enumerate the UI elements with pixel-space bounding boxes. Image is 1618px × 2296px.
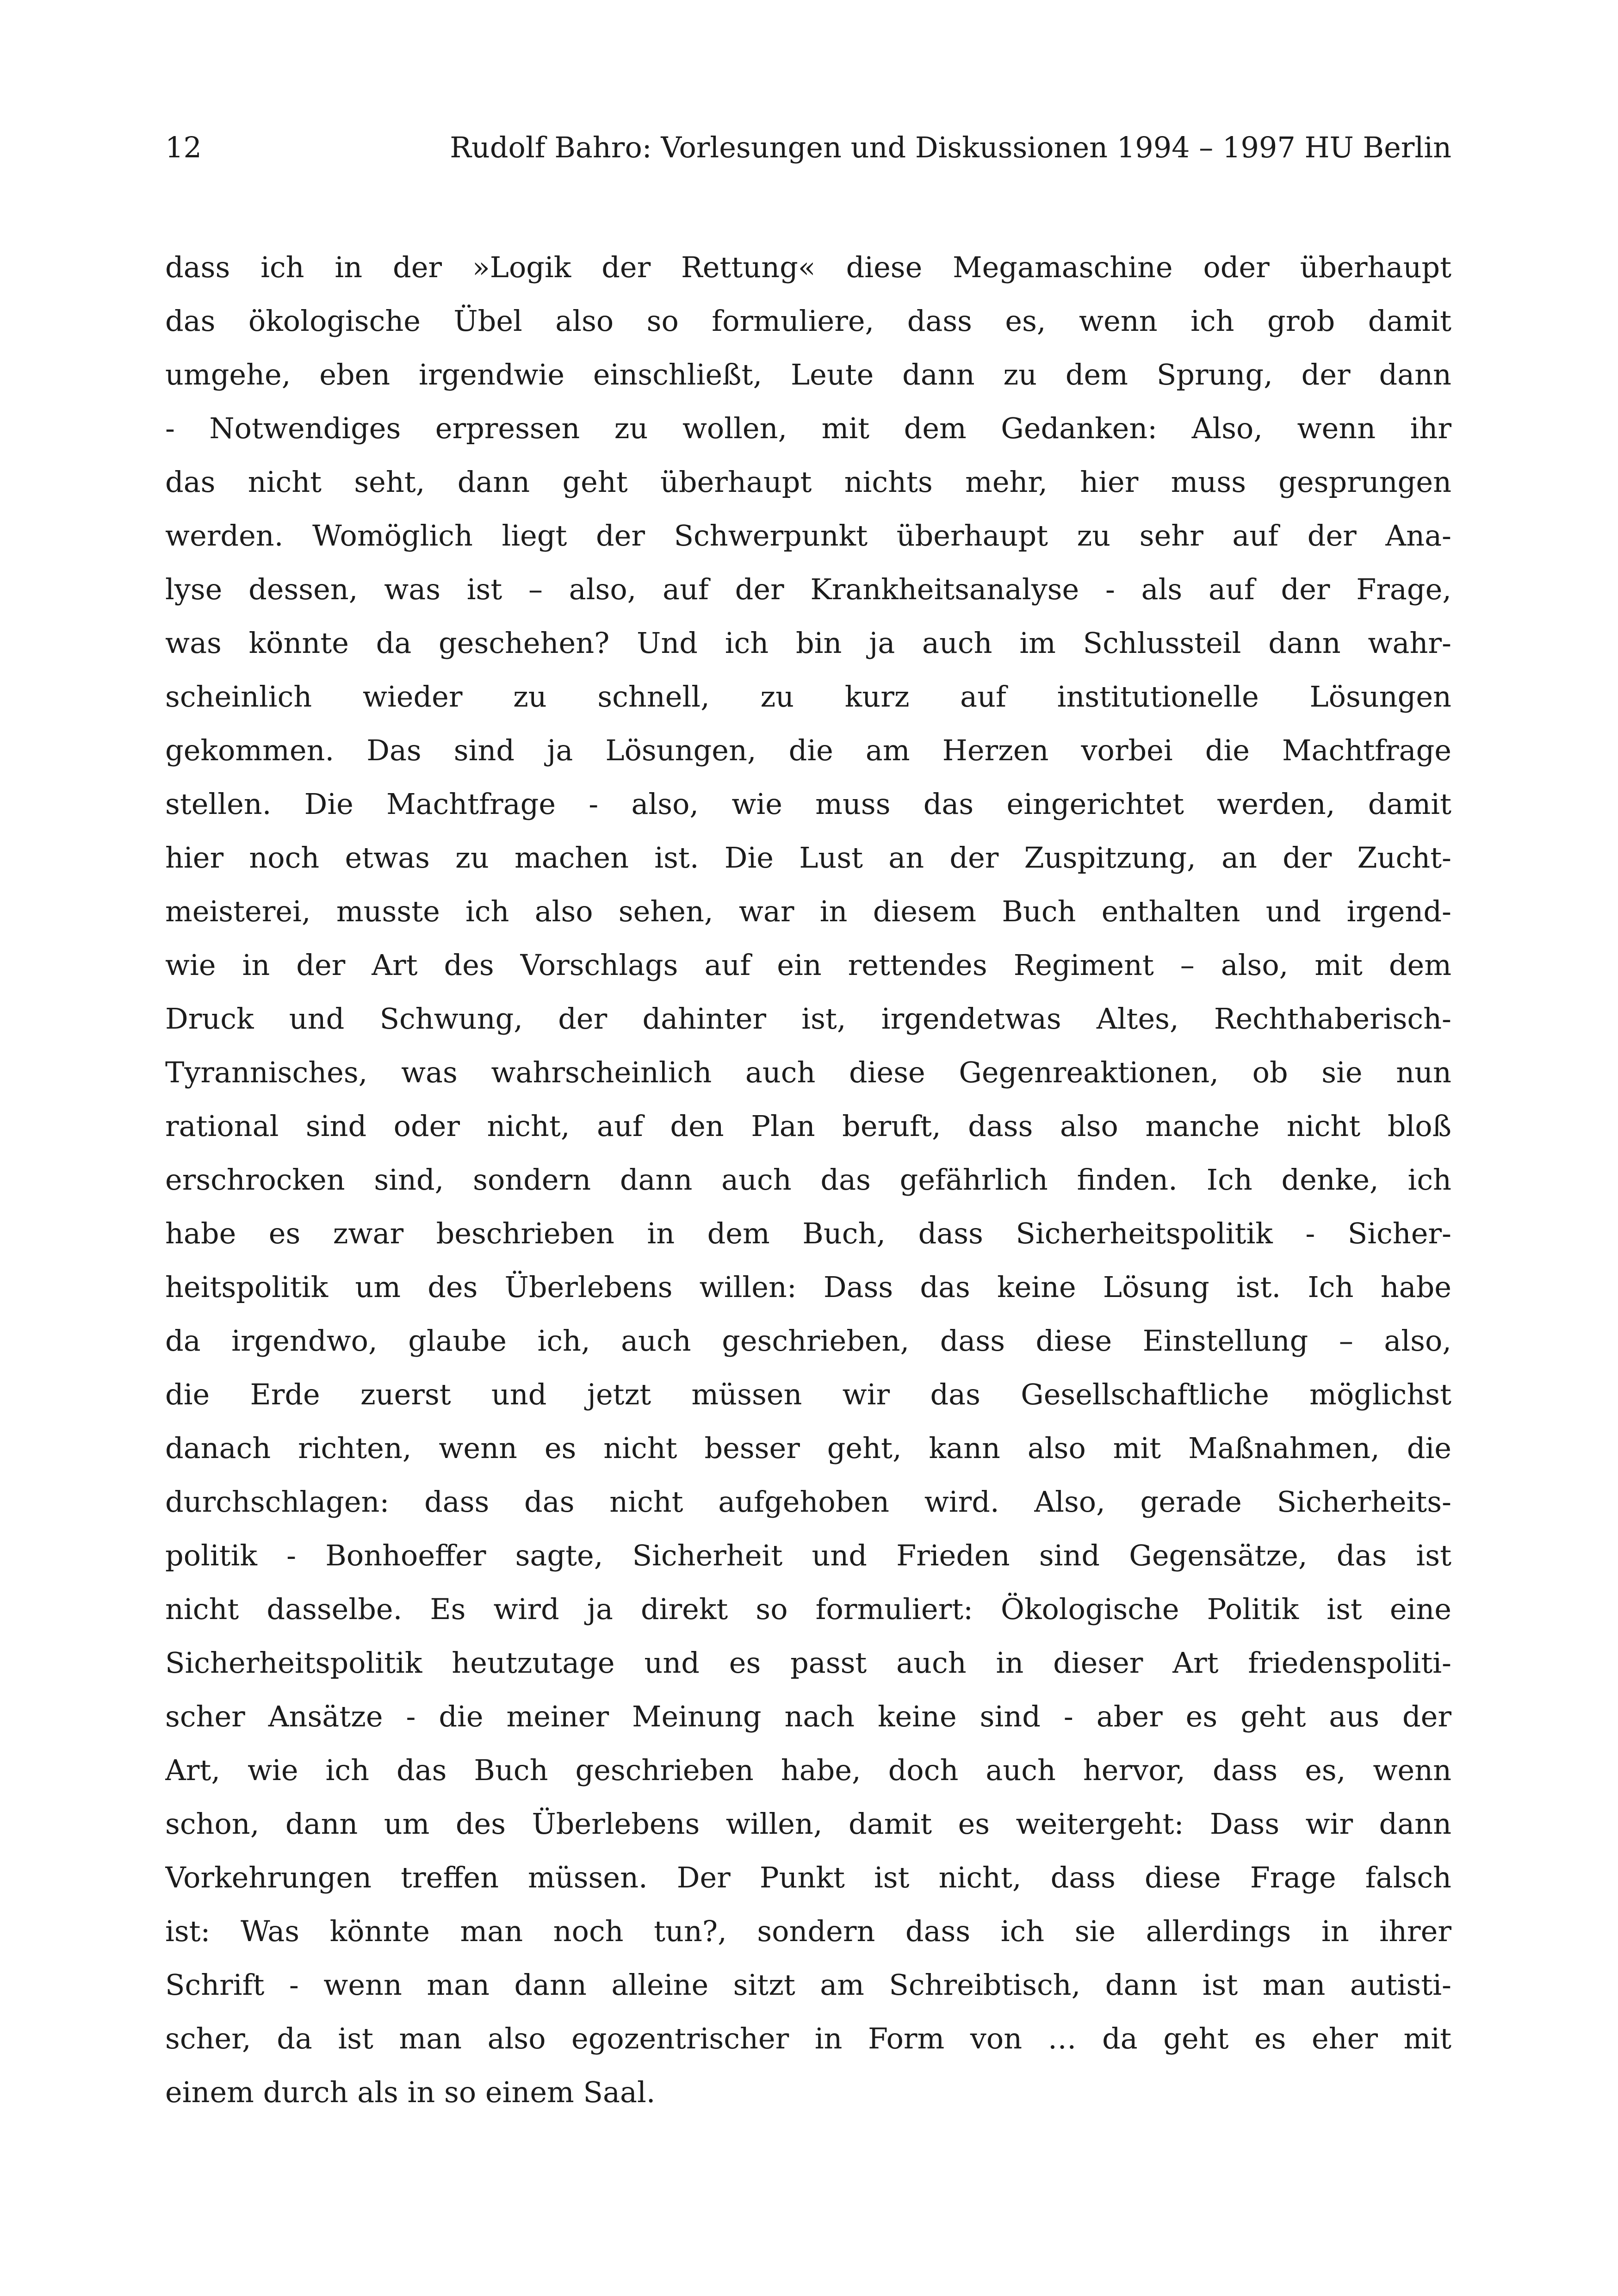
text-line: da irgendwo, glaube ich, auch geschrieben, dass diese Einstellung – also, bbox=[165, 1324, 1451, 1358]
text-line: das ökologische Übel also so formuliere, dass es, wenn ich grob damit bbox=[165, 304, 1451, 338]
text-line: was könnte da geschehen? Und ich bin ja auch im Schlussteil dann wahr- bbox=[165, 626, 1451, 660]
text-line: das nicht seht, dann geht überhaupt nichts mehr, hier muss gesprungen bbox=[165, 465, 1451, 499]
text-line: ist: Was könnte man noch tun?, sondern dass ich sie allerdings in ihrer bbox=[165, 1914, 1451, 1948]
text-line: Art, wie ich das Buch geschrieben habe, doch auch hervor, dass es, wenn bbox=[165, 1753, 1451, 1787]
running-header bbox=[165, 130, 1451, 165]
text-line: Vorkehrungen treffen müssen. Der Punkt ist nicht, dass diese Frage falsch bbox=[165, 1861, 1451, 1894]
text-line: schon, dann um des Überlebens willen, damit es weitergeht: Dass wir dann bbox=[165, 1807, 1451, 1841]
text-line: durchschlagen: dass das nicht aufgehoben wird. Also, gerade Sicherheits- bbox=[165, 1485, 1451, 1519]
text-line: stellen. Die Machtfrage - also, wie muss das eingerichtet werden, damit bbox=[165, 787, 1451, 821]
text-line: die Erde zuerst und jetzt müssen wir das Gesellschaftliche möglichst bbox=[165, 1378, 1451, 1411]
text-line: danach richten, wenn es nicht besser geht, kann also mit Maßnahmen, die bbox=[165, 1431, 1451, 1465]
running-title: Rudolf Bahro: Vorlesungen und Diskussionen 1994 – 1997 HU Berlin bbox=[450, 130, 1451, 164]
text-line: heitspolitik um des Überlebens willen: Dass das keine Lösung ist. Ich habe bbox=[165, 1270, 1451, 1304]
text-line: umgehe, eben irgendwie einschließt, Leute dann zu dem Sprung, der dann bbox=[165, 358, 1451, 391]
text-line: scheinlich wieder zu schnell, zu kurz auf institutionelle Lösungen bbox=[165, 680, 1451, 714]
text-line: Druck und Schwung, der dahinter ist, irgendetwas Altes, Rechthaberisch- bbox=[165, 1002, 1451, 1036]
text-line: einem durch als in so einem Saal. bbox=[165, 2075, 656, 2109]
page-number: 12 bbox=[165, 130, 202, 164]
text-line: wie in der Art des Vorschlags auf ein rettendes Regiment – also, mit dem bbox=[165, 948, 1451, 982]
text-line: rational sind oder nicht, auf den Plan beruft, dass also manche nicht bloß bbox=[165, 1109, 1451, 1143]
text-line: scher Ansätze - die meiner Meinung nach keine sind - aber es geht aus der bbox=[165, 1700, 1451, 1733]
text-line: Schrift - wenn man dann alleine sitzt am Schreibtisch, dann ist man autisti- bbox=[165, 1968, 1451, 2002]
text-line: lyse dessen, was ist – also, auf der Krankheitsanalyse - als auf der Frage, bbox=[165, 572, 1451, 606]
text-line: hier noch etwas zu machen ist. Die Lust an der Zuspitzung, an der Zucht- bbox=[165, 841, 1451, 875]
body-paragraph bbox=[165, 241, 1451, 2119]
text-line: dass ich in der »Logik der Rettung« diese Megamaschine oder überhaupt bbox=[165, 250, 1451, 284]
text-line: Sicherheitspolitik heutzutage und es passt auch in dieser Art friedenspoliti- bbox=[165, 1646, 1451, 1680]
text-line: habe es zwar beschrieben in dem Buch, dass Sicherheitspolitik - Sicher- bbox=[165, 1216, 1451, 1250]
text-line: Tyrannisches, was wahrscheinlich auch diese Gegenreaktionen, ob sie nun bbox=[165, 1055, 1451, 1089]
text-line: scher, da ist man also egozentrischer in Form von … da geht es eher mit bbox=[165, 2022, 1451, 2055]
text-line: gekommen. Das sind ja Lösungen, die am Herzen vorbei die Machtfrage bbox=[165, 733, 1451, 767]
text-line: politik - Bonhoeffer sagte, Sicherheit und Frieden sind Gegensätze, das ist bbox=[165, 1539, 1451, 1572]
text-line: meisterei, musste ich also sehen, war in diesem Buch enthalten und irgend- bbox=[165, 894, 1451, 928]
text-line: nicht dasselbe. Es wird ja direkt so formuliert: Ökologische Politik ist eine bbox=[165, 1592, 1451, 1626]
text-line: erschrocken sind, sondern dann auch das gefährlich finden. Ich denke, ich bbox=[165, 1163, 1451, 1197]
text-line: werden. Womöglich liegt der Schwerpunkt überhaupt zu sehr auf der Ana- bbox=[165, 519, 1451, 552]
text-line: - Notwendiges erpressen zu wollen, mit dem Gedanken: Also, wenn ihr bbox=[165, 411, 1451, 445]
